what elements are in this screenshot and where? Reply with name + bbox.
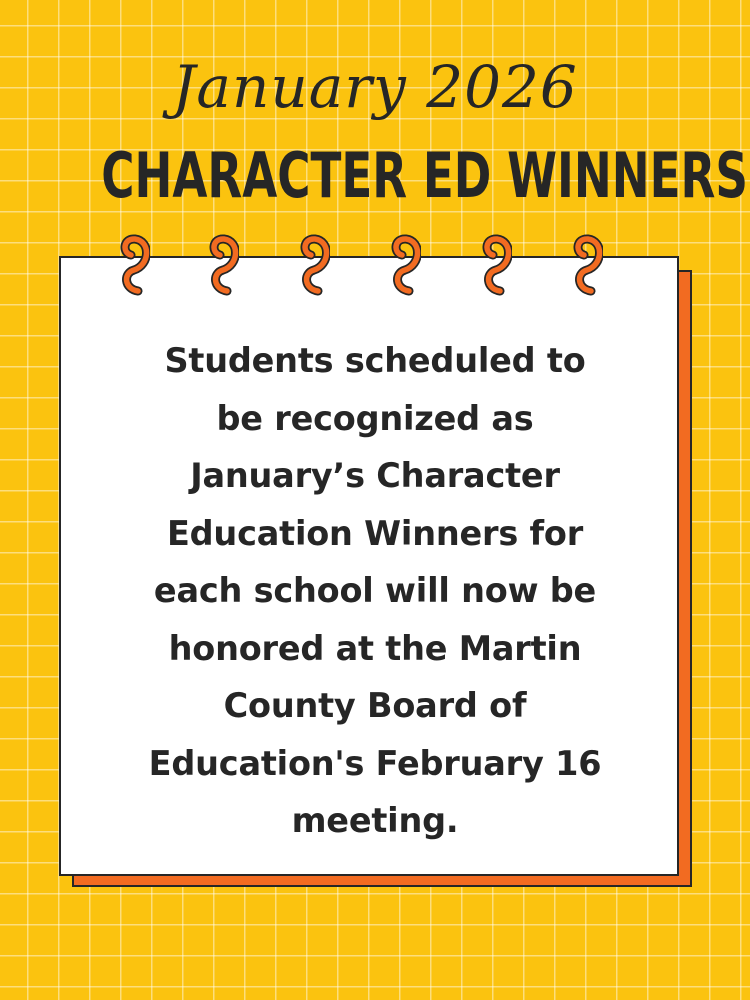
spiral-ring-icon <box>209 233 239 299</box>
spiral-ring-icon <box>391 233 421 299</box>
announcement-line: be recognized as <box>216 398 534 438</box>
announcement-line: County Board of <box>223 686 527 725</box>
main-title: CHARACTER ED WINNERS <box>101 139 748 212</box>
month-year-title: January 2026 <box>172 53 578 121</box>
announcement-line: honored at the Martin <box>168 628 582 668</box>
announcement-line: January’s Character <box>190 456 560 495</box>
spiral-ring-icon <box>573 233 603 299</box>
announcement-line: each school will now be <box>153 571 597 610</box>
announcement-line: Education's February 16 <box>148 743 602 783</box>
announcement-line: Students scheduled to <box>164 341 586 380</box>
spiral-ring-icon <box>482 233 512 299</box>
spiral-ring-icon <box>120 233 150 299</box>
announcement-line: meeting. <box>291 801 459 840</box>
spiral-ring-icon <box>300 233 330 299</box>
announcement-text <box>100 332 650 850</box>
announcement-line: Education Winners for <box>166 513 584 553</box>
